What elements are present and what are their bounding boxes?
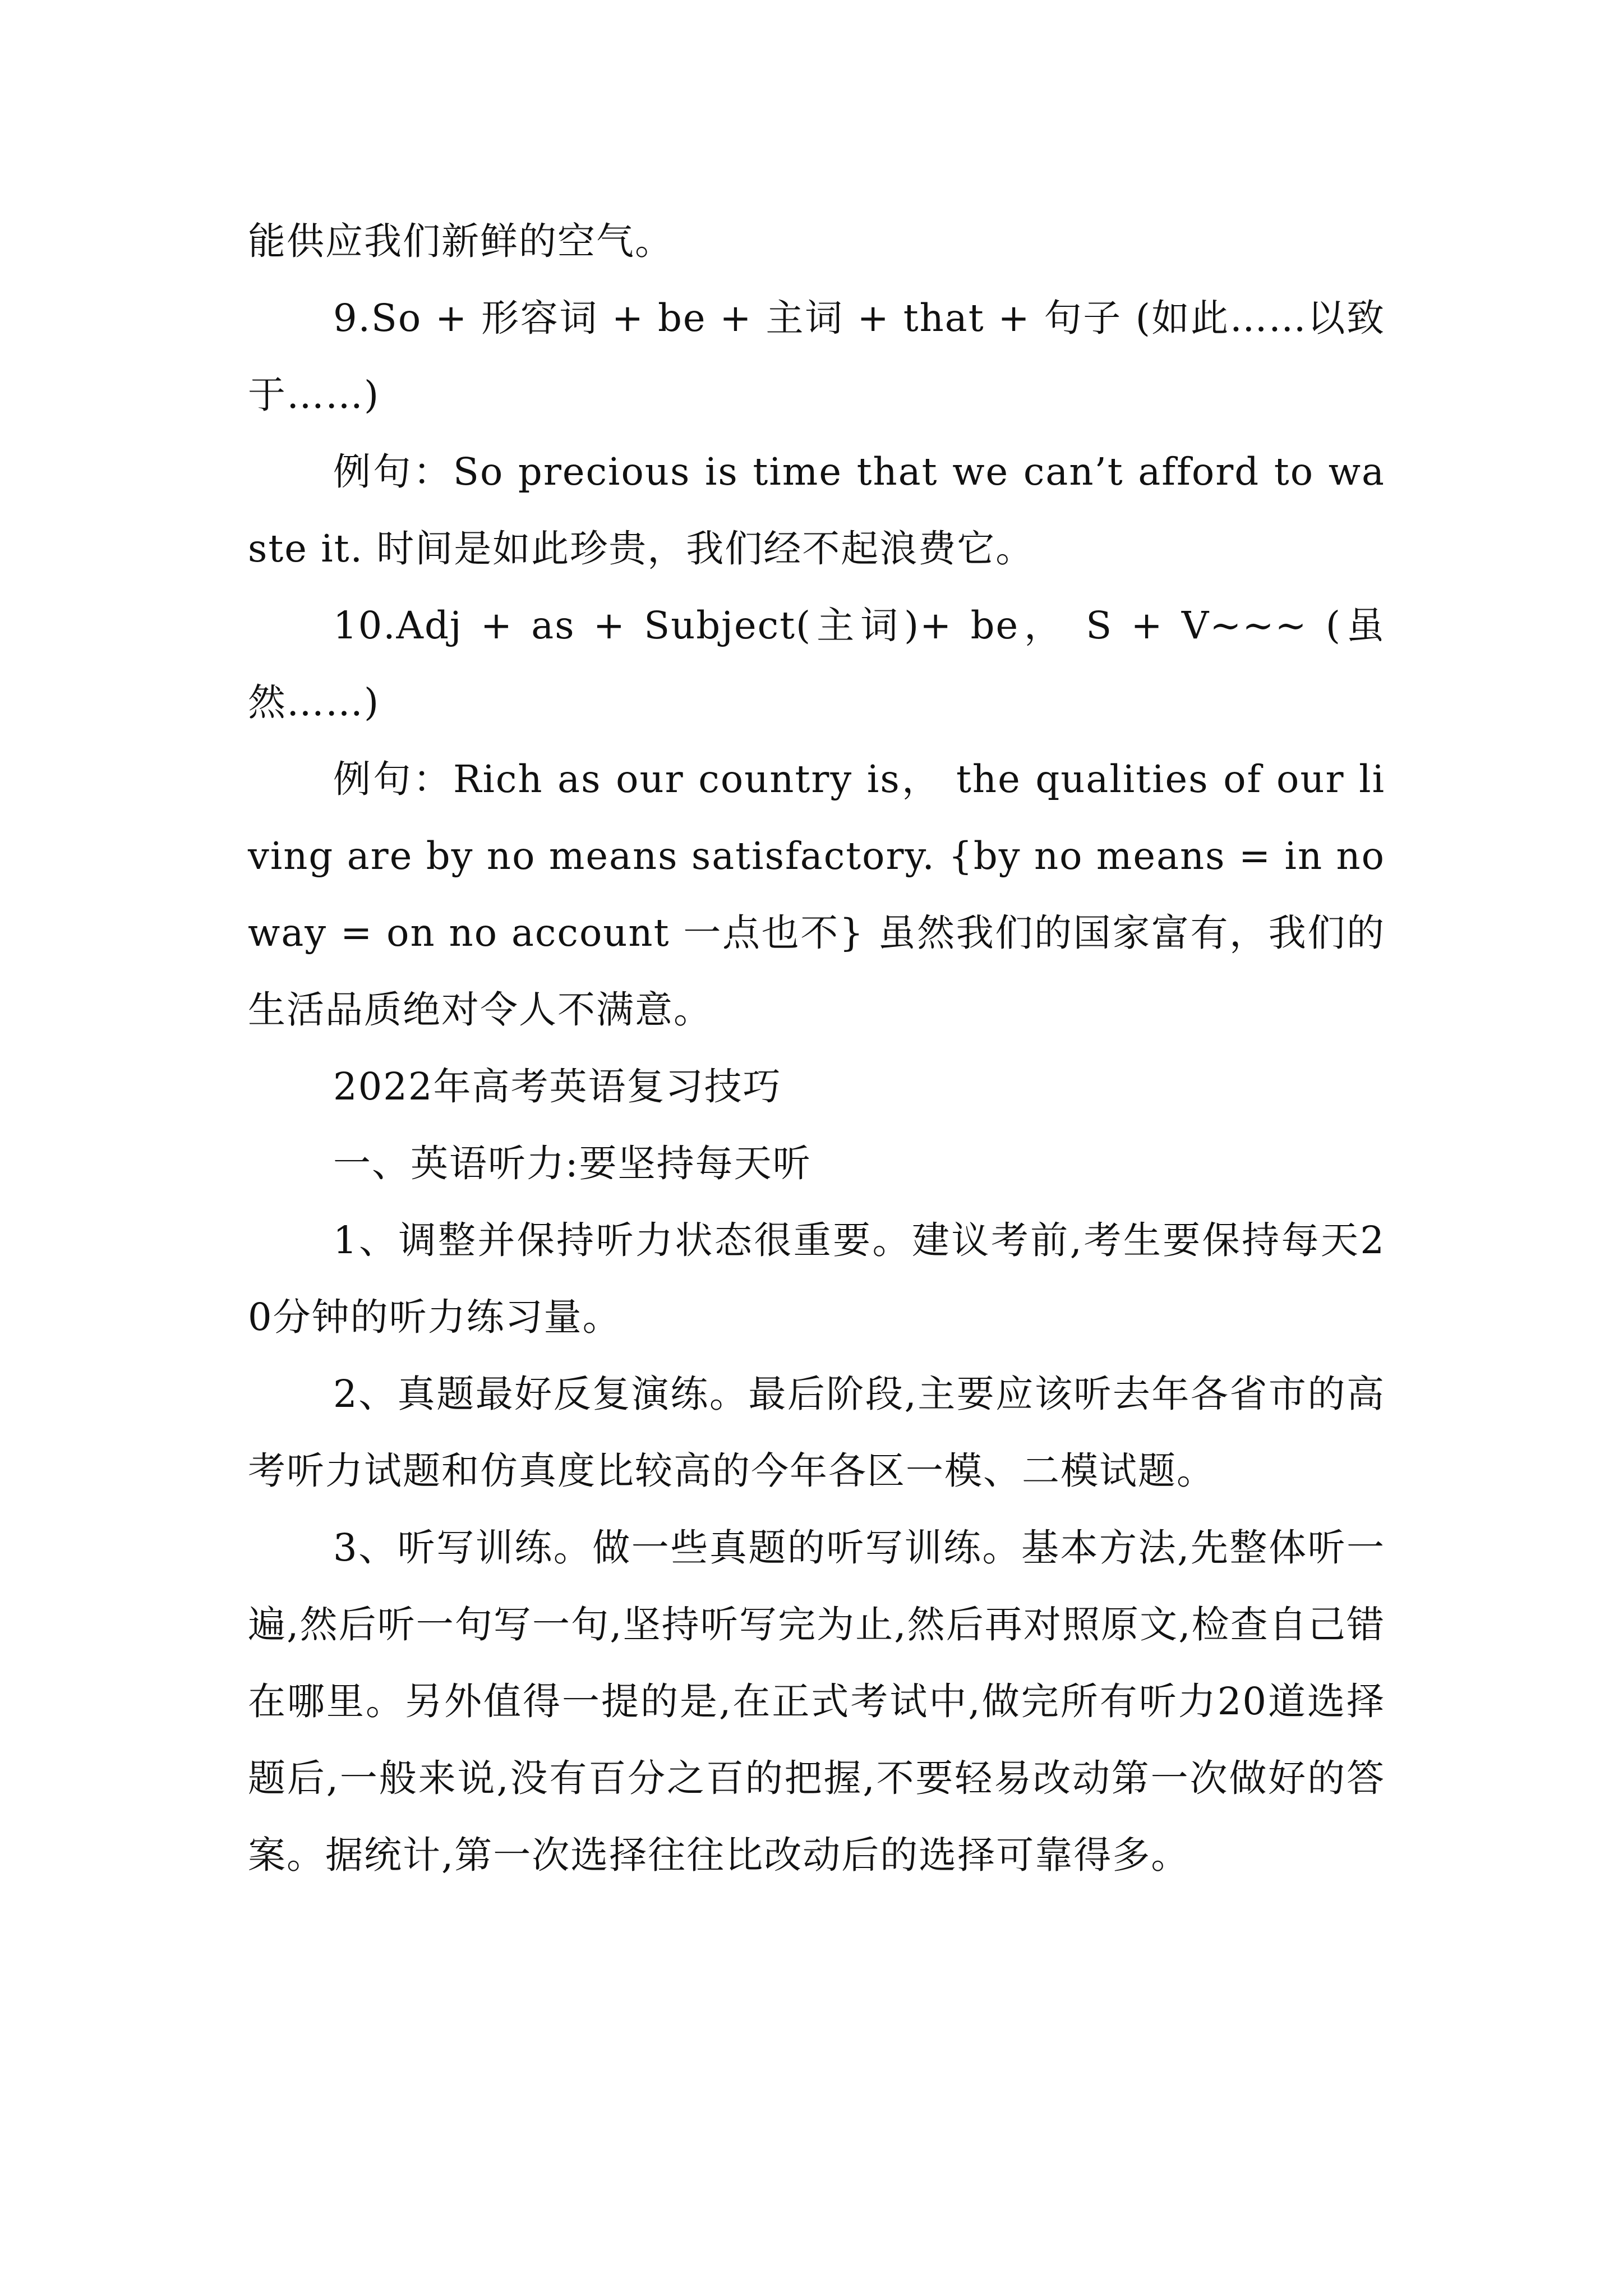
- section-heading: 2022年高考英语复习技巧: [333, 1065, 782, 1108]
- paragraph-2: 9.So + 形容词 + be + 主词 + that + 句子 (如此……以致于……): [248, 296, 1385, 417]
- paragraph-4: 10.Adj + as + Subject(主词)+ be， S + V~~~ (虽然……): [248, 604, 1385, 724]
- tip-item-1: 1、调整并保持听力状态很重要。建议考前,考生要保持每天20分钟的听力练习量。: [248, 1218, 1385, 1339]
- document-body: [248, 203, 1385, 1894]
- tip-item-2: 2、真题最好反复演练。最后阶段,主要应该听去年各省市的高考听力试题和仿真度比较高的今年各区一模、二模试题。: [248, 1372, 1385, 1493]
- paragraph-1: 能供应我们新鲜的空气。: [248, 219, 674, 263]
- tip-item-3: 3、听写训练。做一些真题的听写训练。基本方法,先整体听一遍,然后听一句写一句,坚持听写完为止,然后再对照原文,检查自己错在哪里。另外值得一提的是,在正式考试中,做完所有听力20道选择题后,一般来说,没有百分之百的把握,不要轻易改动第一次做好的答案。据统计,第一次选择往往比改动后的选择可靠得多。: [248, 1526, 1385, 1877]
- paragraph-3: 例句：So precious is time that we can’t afford to waste it. 时间是如此珍贵，我们经不起浪费它。: [248, 450, 1385, 570]
- subsection-heading: 一、英语听力:要坚持每天听: [333, 1142, 811, 1185]
- paragraph-5: 例句：Rich as our country is， the qualities of our living are by no means satisfactory. {by no means = in no way = on no account 一点也不} 虽然我们的国家富有，我们的生活品质绝对令人不满意。: [248, 757, 1385, 1032]
